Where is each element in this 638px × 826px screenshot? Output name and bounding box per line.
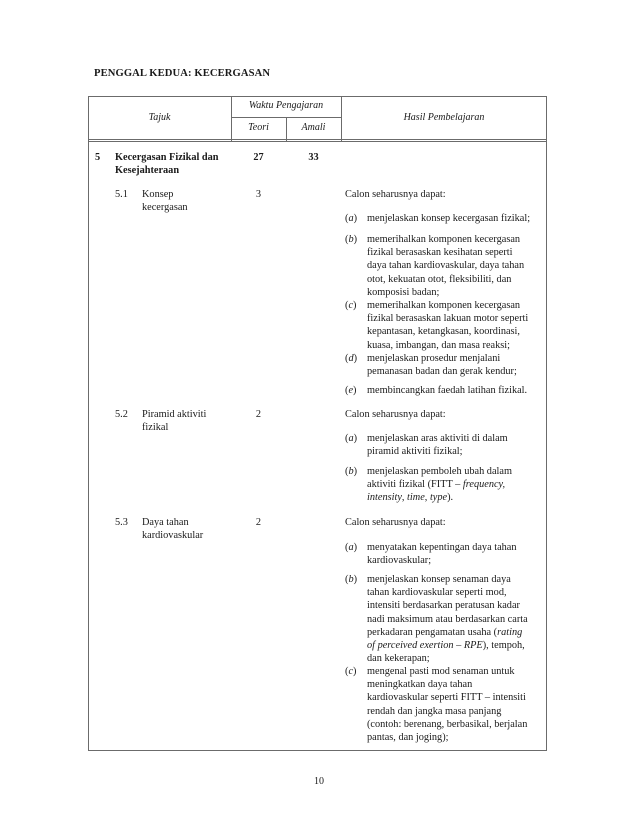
topic-title: Kecergasan Fizikal dan Kesejahteraan (115, 152, 219, 177)
subtopic-teori: 3 (255, 189, 262, 200)
learning-outcome-intro: Calon seharusnya dapat: (345, 189, 446, 200)
learning-outcome-intro: Calon seharusnya dapat: (345, 517, 446, 528)
subtopic-number: 5.3 (115, 517, 128, 528)
subtopic-teori: 2 (255, 517, 262, 528)
subtopic-title: Piramid aktiviti fizikal (142, 409, 207, 434)
header-teori: Teori (248, 122, 269, 133)
topic-teori: 27 (253, 152, 264, 163)
subtopic-number: 5.2 (115, 409, 128, 420)
header-amali: Amali (301, 122, 326, 133)
header-hasil: Hasil Pembelajaran (403, 112, 485, 123)
header-waktu: Waktu Pengajaran (248, 100, 324, 111)
subtopic-number: 5.1 (115, 189, 128, 200)
subtopic-title: Konsep kecergasan (142, 189, 188, 214)
header-tajuk: Tajuk (148, 112, 171, 123)
topic-amali: 33 (308, 152, 319, 163)
subtopic-teori: 2 (255, 409, 262, 420)
section-title: PENGGAL KEDUA: KECERGASAN (94, 68, 271, 79)
header-double-border (88, 141, 547, 142)
subtopic-title: Daya tahan kardiovaskular (142, 517, 204, 542)
topic-number: 5 (95, 152, 101, 163)
learning-outcome-intro: Calon seharusnya dapat: (345, 409, 446, 420)
page-number: 10 (314, 776, 324, 787)
header-bottom-border (88, 139, 547, 140)
